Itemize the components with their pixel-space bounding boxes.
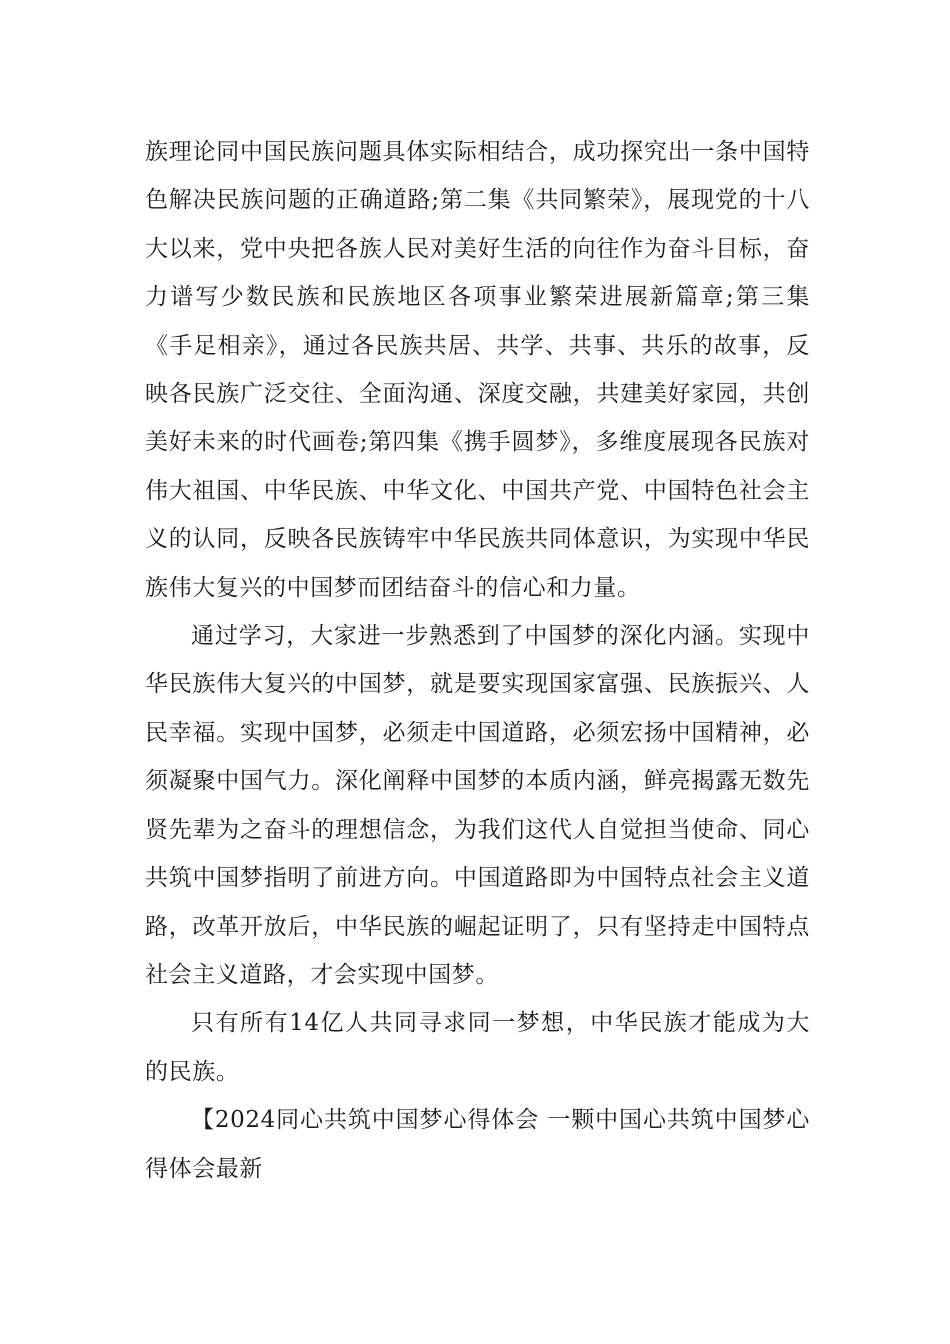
paragraph-continuation: 族理论同中国民族问题具体实际相结合，成功探究出一条中国特色解决民族问题的正确道路;第二集《共同繁荣》，展现党的十八大以来，党中央把各族人民对美好生活的向往作为奋斗目标，奋力谱写少数民族和民族地区各项事业繁荣进展新篇章;第三集《手足相亲》，通过各民族共居、共学、共事、共乐的故事，反映各民族广泛交往、全面沟通、深度交融，共建美好家园，共创美好未来的时代画卷;第四集《携手圆梦》，多维度展现各民族对伟大祖国、中华民族、中华文化、中国共产党、中国特色社会主义的认同，反映各民族铸牢中华民族共同体意识，为实现中华民族伟大复兴的中国梦而团结奋斗的信心和力量。 [145, 139, 810, 601]
document-body [145, 128, 810, 1193]
paragraph-heading: 【2024同心共筑中国梦心得体会 一颗中国心共筑中国梦心得体会最新 [145, 1107, 810, 1182]
paragraph-billion: 只有所有14亿人共同寻求同一梦想，中华民族才能成为大的民族。 [145, 1010, 810, 1085]
paragraph-study: 通过学习，大家进一步熟悉到了中国梦的深化内涵。实现中华民族伟大复兴的中国梦，就是要实现国家富强、民族振兴、人民幸福。实现中国梦，必须走中国道路，必须宏扬中国精神，必须凝聚中国气力。深化阐释中国梦的本质内涵，鲜亮揭露无数先贤先辈为之奋斗的理想信念，为我们这代人自觉担当使命、同心共筑中国梦指明了前进方向。中国道路即为中国特点社会主义道路，改革开放后，中华民族的崛起证明了，只有坚持走中国特点社会主义道路，才会实现中国梦。 [145, 623, 810, 988]
